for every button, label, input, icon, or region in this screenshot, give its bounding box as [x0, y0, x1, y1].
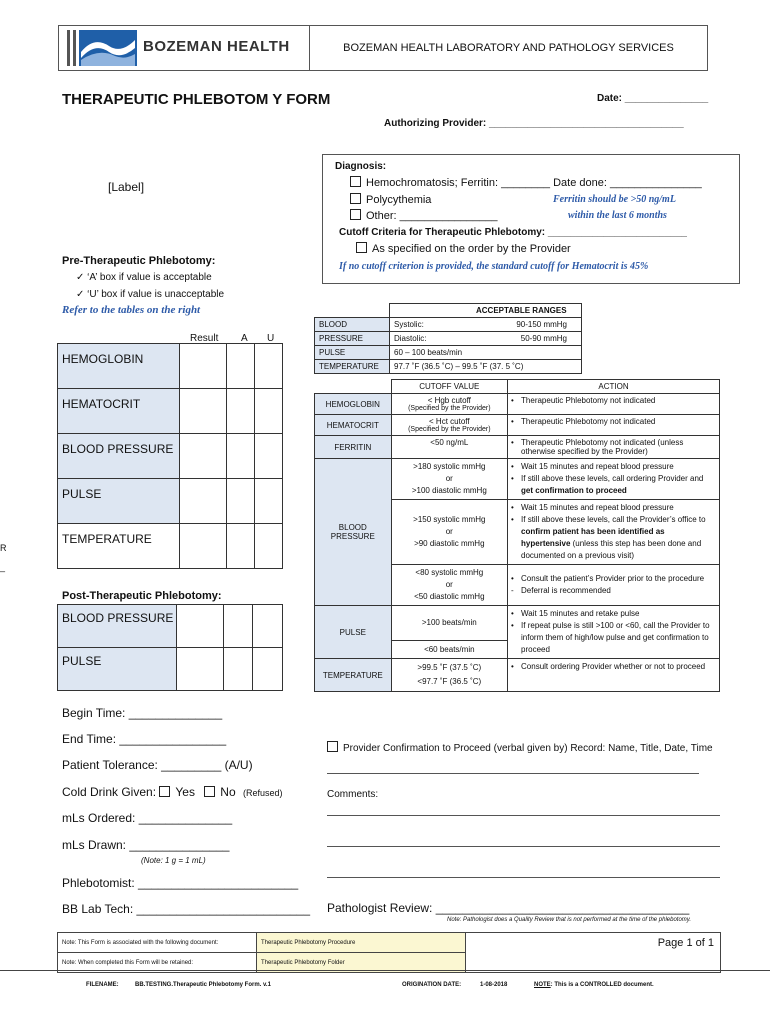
- result-cell[interactable]: [180, 344, 226, 389]
- page-number: Page 1 of 1: [466, 933, 721, 973]
- u-cell[interactable]: [254, 389, 282, 434]
- ranges-heading: ACCEPTABLE RANGES: [390, 304, 582, 318]
- a-cell[interactable]: [223, 605, 253, 648]
- temp-label: TEMPERATURE: [315, 360, 390, 374]
- diagnosis-box: [322, 154, 740, 284]
- bp2-systolic: >150 systolic mmHg: [413, 515, 486, 524]
- footer-doc-value: Therapeutic Phlebotomy Procedure: [257, 933, 466, 953]
- hgb-cutoff: < Hgb cutoff: [427, 396, 471, 405]
- table-row: HEMOGLOBIN < Hgb cutoff (Specified by the Provider) • Therapeutic Phlebotomy not indicated: [315, 394, 720, 415]
- hgb-label: HEMOGLOBIN: [315, 394, 392, 415]
- result-cell[interactable]: [180, 524, 226, 569]
- pulse-high: >100 beats/min: [391, 606, 507, 641]
- cold-drink-label: Cold Drink Given:: [62, 785, 160, 799]
- hct-label: HEMATOCRIT: [315, 415, 392, 436]
- post-results-table: [57, 604, 283, 691]
- temp-cutoff-label: TEMPERATURE: [315, 659, 392, 692]
- margin-mark-2: _: [0, 562, 6, 572]
- a-cell[interactable]: [226, 524, 254, 569]
- hct-cutoff: < Hct cutoff: [429, 417, 470, 426]
- ferritin-action: Therapeutic Phlebotomy not indicated (unless otherwise specified by the Provider): [521, 438, 684, 456]
- row-label: BLOOD PRESSURE: [58, 605, 177, 648]
- pre-heading: Pre-Therapeutic Phlebotomy:: [62, 255, 216, 267]
- bp3-diastolic: <50 diastolic mmHg: [414, 592, 485, 601]
- diastolic-range: 50-90 mmHg: [520, 334, 567, 343]
- result-cell[interactable]: [180, 479, 226, 524]
- bp-label: BLOOD: [315, 318, 390, 332]
- check-unacceptable-note: ✓ ‘U’ box if value is unacceptable: [76, 289, 225, 300]
- patient-tolerance-field[interactable]: Patient Tolerance: _________ (A/U): [62, 758, 253, 772]
- authorizing-provider-field[interactable]: Authorizing Provider: ___________________________________: [384, 118, 684, 129]
- pathologist-note: Note: Pathologist does a Quality Review that is not performed at the time of the phlebotomy.: [447, 917, 692, 923]
- check-acceptable-note: ✓ ‘A’ box if value is acceptable: [76, 272, 212, 283]
- bp2-action-1: Wait 15 minutes and repeat blood pressure: [521, 503, 674, 512]
- confirmation-line[interactable]: [327, 773, 699, 774]
- date-field[interactable]: Date: _______________: [597, 93, 709, 104]
- diagnosis-option-polycythemia[interactable]: Polycythemia: [350, 193, 431, 206]
- provider-confirmation[interactable]: Provider Confirmation to Proceed (verbal given by) Record: Name, Title, Date, Time: [327, 741, 713, 754]
- mls-ordered-field[interactable]: mLs Ordered: ______________: [62, 811, 233, 825]
- logo-text: BOZEMAN HEALTH: [143, 38, 290, 55]
- hct-spec: (Specified by the Provider): [408, 426, 491, 433]
- no-checkbox-icon[interactable]: [204, 786, 215, 797]
- result-cell[interactable]: [180, 434, 226, 479]
- post-heading: Post-Therapeutic Phlebotomy:: [62, 590, 222, 602]
- page-header: [58, 25, 708, 71]
- u-cell[interactable]: [253, 648, 283, 691]
- cutoff-standard-note: If no cutoff criterion is provided, the standard cutoff for Hematocrit is 45%: [339, 261, 649, 272]
- patient-label-area: [Label]: [108, 180, 145, 194]
- col-cutoff-value: CUTOFF VALUE: [391, 380, 507, 394]
- result-cell[interactable]: [176, 605, 223, 648]
- table-row: [58, 605, 283, 648]
- row-label: HEMATOCRIT: [58, 389, 180, 434]
- comments-line-2[interactable]: [327, 846, 720, 847]
- pulse-action-2: If repeat pulse is still >100 or <60, call the Provider to inform them of high/low pulse and get confirmation to proceed: [521, 621, 710, 654]
- u-cell[interactable]: [253, 605, 283, 648]
- a-cell[interactable]: [226, 389, 254, 434]
- margin-mark-1: R: [0, 543, 7, 553]
- checkbox-icon[interactable]: [350, 193, 361, 204]
- mls-drawn-field[interactable]: mLs Drawn: _______________: [62, 838, 230, 852]
- table-row: [58, 344, 283, 389]
- bb-lab-tech-field[interactable]: BB Lab Tech: __________________________: [62, 902, 311, 916]
- table-row: [58, 389, 283, 434]
- filename-label: FILENAME:: [86, 982, 119, 988]
- bp1-systolic: >180 systolic mmHg: [413, 462, 486, 471]
- refer-tables-note: Refer to the tables on the right: [62, 304, 201, 316]
- cutoff-criteria-field[interactable]: Cutoff Criteria for Therapeutic Phlebotomy: _________________________: [339, 227, 687, 238]
- u-cell[interactable]: [254, 434, 282, 479]
- bp2-diastolic: >90 diastolic mmHg: [414, 539, 485, 548]
- result-cell[interactable]: [180, 389, 226, 434]
- row-label: TEMPERATURE: [58, 524, 180, 569]
- ferritin-label: FERRITIN: [315, 436, 392, 459]
- footer-doc-label: Note: This Form is associated with the following document:: [58, 933, 257, 953]
- temp-range: 97.7 ˚F (36.5 ˚C) – 99.5 ˚F (37. 5 ˚C): [390, 360, 582, 374]
- table-row: [58, 479, 283, 524]
- cold-drink-field: [62, 785, 283, 799]
- bp2-or: or: [445, 527, 453, 536]
- pre-results-table: [57, 343, 283, 569]
- footer-table: [57, 932, 721, 973]
- cutoff-option-provider[interactable]: As specified on the order by the Provider: [356, 242, 571, 255]
- footer-retain-value: Therapeutic Phlebotomy Folder: [257, 953, 466, 973]
- diagnosis-heading: Diagnosis:: [335, 161, 387, 172]
- table-row: FERRITIN <50 ng/mL • Therapeutic Phlebotomy not indicated (unless otherwise specified by the Provider): [315, 436, 720, 459]
- col-u: U: [267, 333, 275, 344]
- pathologist-review-field[interactable]: Pathologist Review: ______________________________________: [327, 901, 690, 915]
- u-cell[interactable]: [254, 344, 282, 389]
- table-row: [58, 648, 283, 691]
- a-cell[interactable]: [226, 434, 254, 479]
- table-row: [58, 434, 283, 479]
- table-row: >150 systolic mmHg or >90 diastolic mmHg • Wait 15 minutes and repeat blood pressure • If still above these levels, call the Provider’s office to confirm patient has been identified as hypertensive (unless this step has been done and documented on a previous visit): [315, 500, 720, 565]
- controlled-note: NOTE: This is a CONTROLLED document.: [534, 982, 654, 988]
- yes-checkbox-icon[interactable]: [159, 786, 170, 797]
- bp3-or: or: [445, 580, 453, 589]
- diastolic-label: Diastolic:: [394, 334, 427, 343]
- table-row: <80 systolic mmHg or <50 diastolic mmHg • Consult the patient’s Provider prior to the procedure - Deferral is recommended: [315, 565, 720, 606]
- a-cell[interactable]: [223, 648, 253, 691]
- bp3-action-1: Consult the patient’s Provider prior to the procedure: [521, 574, 705, 583]
- systolic-range: 90-150 mmHg: [516, 320, 567, 329]
- row-label: BLOOD PRESSURE: [58, 434, 180, 479]
- refused-label: (Refused): [242, 788, 283, 798]
- table-row: HEMATOCRIT < Hct cutoff (Specified by the Provider) • Therapeutic Phlebotomy not indicated: [315, 415, 720, 436]
- filename-value: BB.TESTING.Therapeutic Phlebotomy Form. v.1: [135, 982, 271, 988]
- bp3-systolic: <80 systolic mmHg: [415, 568, 484, 577]
- col-result: Result: [190, 333, 219, 344]
- temp-high: >99.5 ˚F (37.5 ˚C): [417, 663, 482, 672]
- bp2-action-2-bold: confirm patient has been identified as hypertensive: [521, 527, 665, 548]
- u-cell[interactable]: [254, 524, 282, 569]
- phlebotomist-field[interactable]: Phlebotomist: ________________________: [62, 876, 299, 890]
- end-time-field[interactable]: End Time: ________________: [62, 732, 227, 746]
- hgb-action: Therapeutic Phlebotomy not indicated: [521, 396, 656, 405]
- ferritin-note-2: within the last 6 months: [568, 210, 667, 221]
- bp2-action-2: If still above these levels, call the Provider’s office to: [521, 515, 706, 524]
- bp1-action-2-bold: get confirmation to proceed: [521, 486, 627, 495]
- bp1-or: or: [445, 474, 453, 483]
- bp1-action-2: If still above these levels, call ordering Provider and: [521, 474, 704, 483]
- table-row: BLOOD PRESSURE >180 systolic mmHg or >100 diastolic mmHg • Wait 15 minutes and repeat blood pressure • If still above these levels, call ordering Provider and get confirmation to proceed: [315, 459, 720, 500]
- checkbox-icon[interactable]: [356, 242, 367, 253]
- col-a: A: [241, 333, 248, 344]
- yes-label: Yes: [175, 785, 195, 799]
- a-cell[interactable]: [226, 344, 254, 389]
- u-cell[interactable]: [254, 479, 282, 524]
- table-row: PULSE >100 beats/min • Wait 15 minutes and retake pulse • If repeat pulse is still >100 or <60, call the Provider to inform them of high/low pulse and get confirmation to proceed: [315, 606, 720, 641]
- form-title: THERAPEUTIC PHLEBOTOM Y FORM: [62, 91, 331, 108]
- origination-value: 1-08-2018: [480, 982, 508, 988]
- table-row: TEMPERATURE >99.5 ˚F (37.5 ˚C) <97.7 ˚F (36.5 ˚C) • Consult ordering Provider whether or not to proceed: [315, 659, 720, 692]
- cutoff-action-table: [314, 379, 720, 692]
- ferritin-note-1: Ferritin should be >50 ng/mL: [553, 194, 676, 205]
- checkbox-icon[interactable]: [350, 176, 361, 187]
- checkbox-icon[interactable]: [327, 741, 338, 752]
- a-cell[interactable]: [226, 479, 254, 524]
- row-label: PULSE: [58, 479, 180, 524]
- conversion-note: (Note: 1 g = 1 mL): [141, 856, 206, 865]
- pulse-label: PULSE: [315, 346, 390, 360]
- footer-retain-label: Note: When completed this Form will be retained:: [58, 953, 257, 973]
- footer-divider: [0, 970, 770, 971]
- bp1-action-1: Wait 15 minutes and repeat blood pressure: [521, 462, 674, 471]
- temp-low: <97.7 ˚F (36.5 ˚C): [417, 677, 482, 686]
- comments-line-3[interactable]: [327, 877, 720, 878]
- bp3-action-2: Deferral is recommended: [521, 586, 611, 595]
- checkbox-icon[interactable]: [350, 209, 361, 220]
- table-row: [58, 524, 283, 569]
- row-label: PULSE: [58, 648, 177, 691]
- begin-time-field[interactable]: Begin Time: ______________: [62, 706, 223, 720]
- pulse-low: <60 beats/min: [391, 640, 507, 658]
- bp1-diastolic: >100 diastolic mmHg: [411, 486, 487, 495]
- service-title: BOZEMAN HEALTH LABORATORY AND PATHOLOGY SERVICES: [343, 42, 674, 54]
- bp-cutoff-label: BLOOD PRESSURE: [315, 459, 392, 606]
- comments-label: Comments:: [327, 789, 379, 800]
- systolic-label: Systolic:: [394, 320, 424, 329]
- diagnosis-option-other[interactable]: Other: ________________: [350, 209, 498, 222]
- diagnosis-option-hemochromatosis[interactable]: Hemochromatosis; Ferritin: ________ Date done: _______________: [350, 176, 702, 189]
- bp2-action-2-tail: (unless this step has been done and documented on a previous visit): [521, 539, 702, 560]
- comments-line-1[interactable]: [327, 815, 720, 816]
- pulse-action-1: Wait 15 minutes and retake pulse: [521, 609, 640, 618]
- temp-action: Consult ordering Provider whether or not to proceed: [521, 662, 706, 671]
- result-cell[interactable]: [176, 648, 223, 691]
- col-action: ACTION: [508, 380, 720, 394]
- hgb-spec: (Specified by the Provider): [408, 405, 491, 412]
- no-label: No: [220, 785, 236, 799]
- origination-label: ORIGINATION DATE:: [402, 982, 462, 988]
- ferritin-cutoff: <50 ng/mL: [391, 436, 507, 459]
- acceptable-ranges-table: ACCEPTABLE RANGES BLOOD Systolic: 90-150 mmHg PRESSURE Diastolic: 50-90 mmHg PULSE 60 – 100 beats/min TEMPERATURE 97.7 ˚F (36.5 ˚C) – 99.5 ˚F (37. 5 ˚C): [314, 303, 582, 374]
- hct-action: Therapeutic Phlebotomy not indicated: [521, 417, 656, 426]
- row-label: HEMOGLOBIN: [58, 344, 180, 389]
- logo: [59, 26, 310, 70]
- pulse-range: 60 – 100 beats/min: [390, 346, 582, 360]
- pulse-cutoff-label: PULSE: [315, 606, 392, 659]
